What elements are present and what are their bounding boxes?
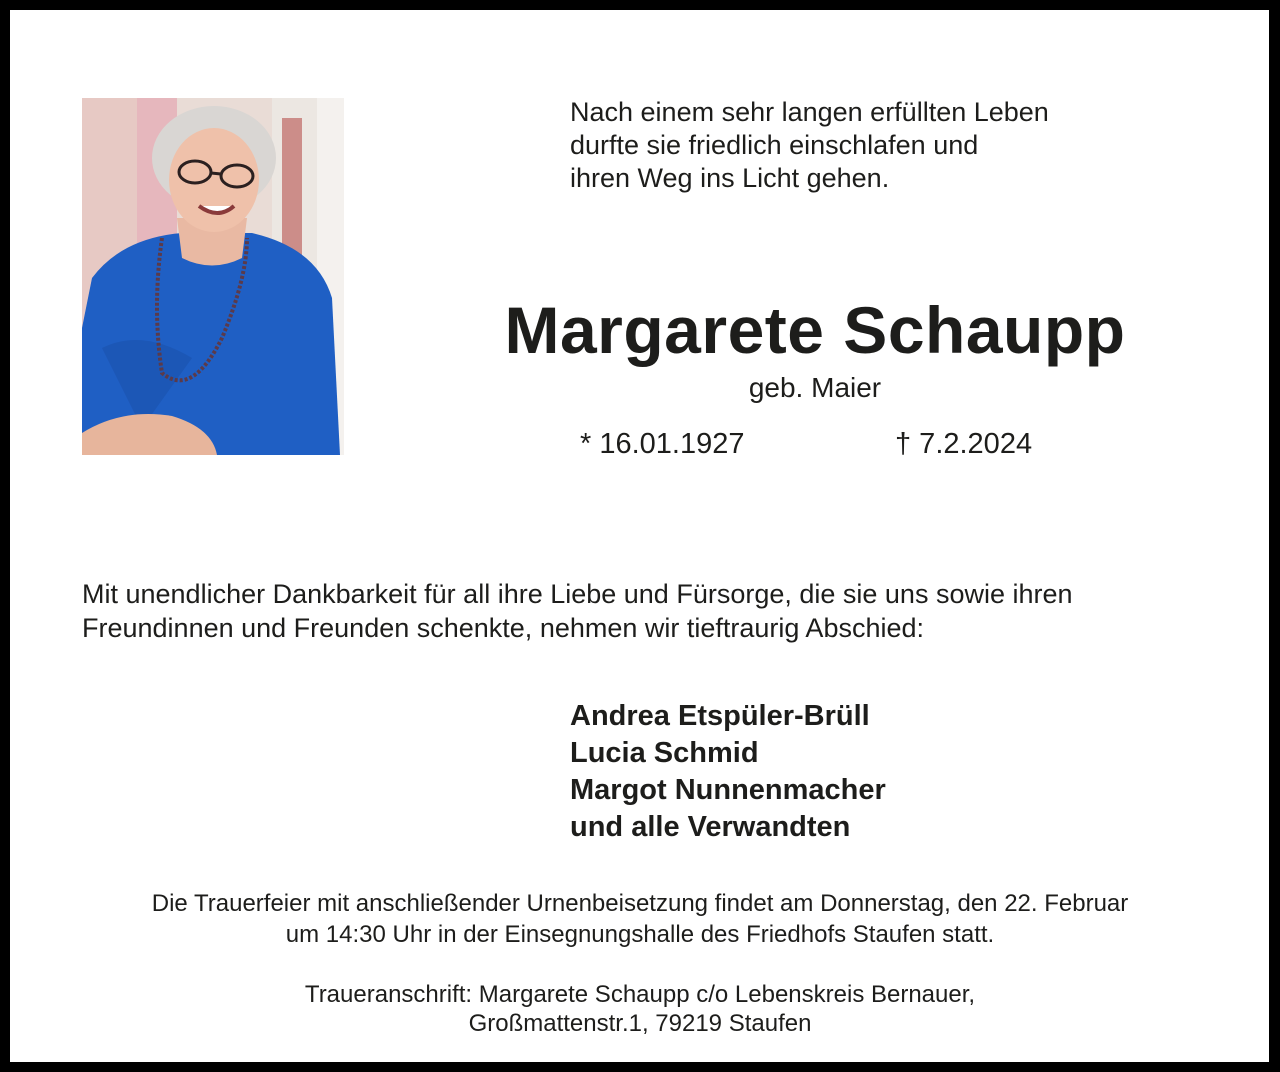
mourner-name: Andrea Etspüler-Brüll bbox=[570, 700, 870, 732]
maiden-name: geb. Maier bbox=[748, 372, 882, 403]
motto-line: durfte sie friedlich einschlafen und bbox=[570, 130, 979, 160]
birth-date: * 16.01.1927 bbox=[580, 428, 745, 460]
deceased-name: Margarete Schaupp bbox=[504, 293, 1126, 367]
obituary-card bbox=[10, 10, 1269, 1062]
thanks-text bbox=[82, 577, 1202, 645]
thanks-line: Freundinnen und Freunden schenkte, nehmen wir tieftraurig Abschied: bbox=[82, 613, 925, 643]
mourner-name: Margot Nunnenmacher bbox=[570, 774, 886, 806]
thanks-line: Mit unendlicher Dankbarkeit für all ihre Liebe und Fürsorge, die sie uns sowie ihren bbox=[82, 579, 1073, 609]
ceremony-line: um 14:30 Uhr in der Einsegnungshalle des Friedhofs Staufen statt. bbox=[285, 921, 995, 948]
mourner-name: Lucia Schmid bbox=[570, 737, 759, 769]
ceremony-line: Die Trauerfeier mit anschließender Urnenbeisetzung findet am Donnerstag, den 22. Februar bbox=[151, 890, 1129, 917]
address-line: Traueranschrift: Margarete Schaupp c/o Lebenskreis Bernauer, bbox=[304, 981, 976, 1008]
motto-verse bbox=[570, 96, 1049, 195]
motto-line: ihren Weg ins Licht gehen. bbox=[570, 163, 890, 193]
address-line: Großmattenstr.1, 79219 Staufen bbox=[468, 1010, 812, 1037]
mourner-name: und alle Verwandten bbox=[570, 811, 851, 843]
mourning-address bbox=[70, 980, 1210, 1038]
motto-line: Nach einem sehr langen erfüllten Leben bbox=[570, 97, 1049, 127]
ceremony-notice bbox=[70, 888, 1210, 950]
death-date: † 7.2.2024 bbox=[895, 428, 1033, 460]
portrait-photo bbox=[82, 98, 344, 455]
mourners-list bbox=[570, 698, 886, 846]
